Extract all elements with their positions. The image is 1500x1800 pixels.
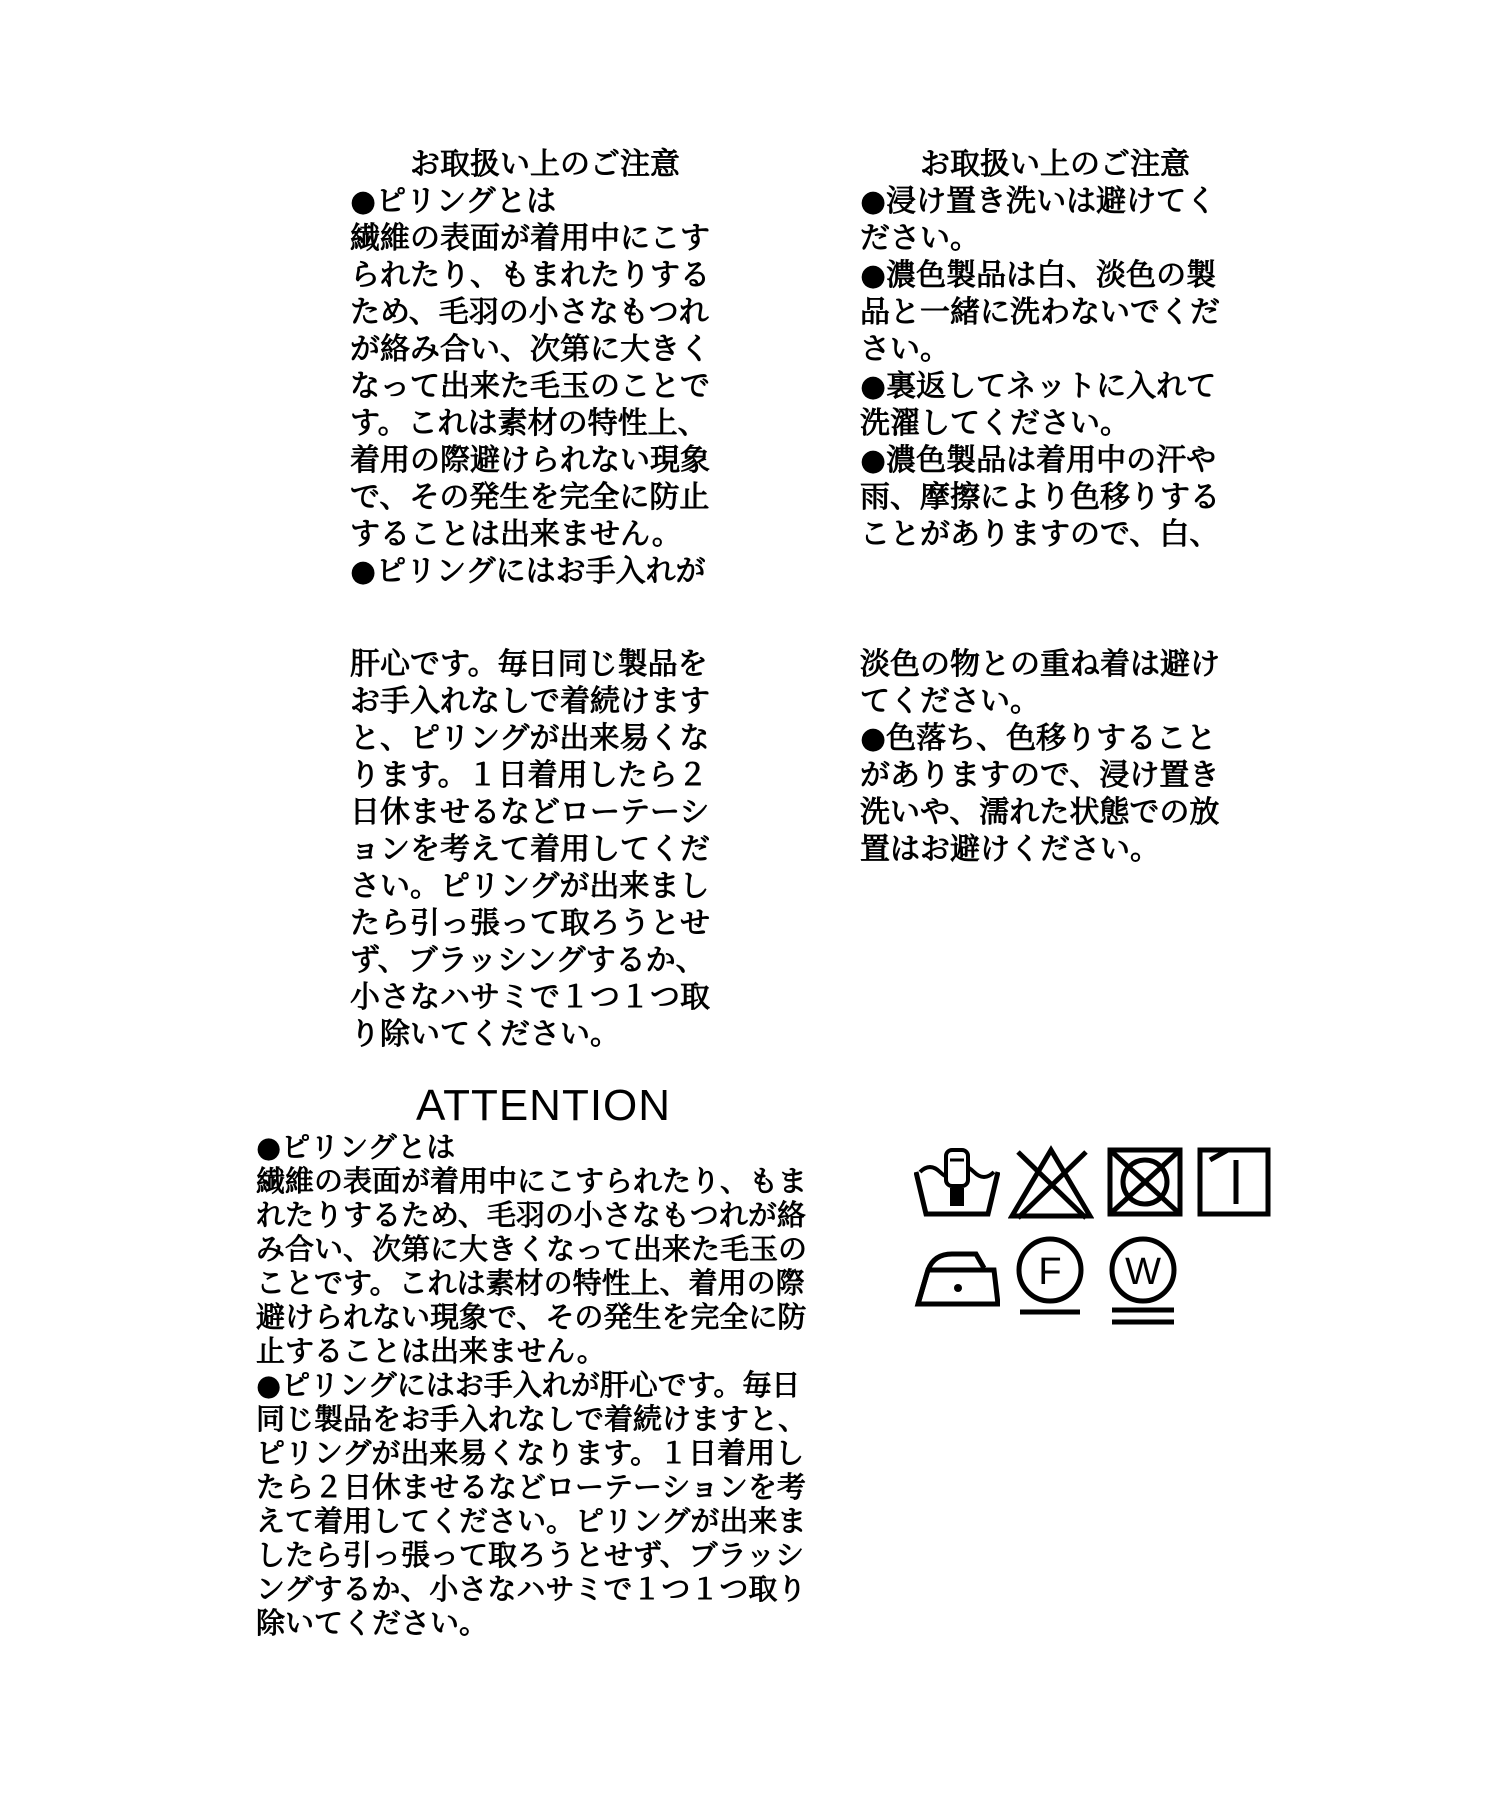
dry-clean-f-icon xyxy=(1014,1234,1086,1318)
dry-clean-letter: F xyxy=(1038,1251,1062,1293)
care-notice-left-top xyxy=(350,146,740,590)
notice-line: ●濃色製品は白、淡色の製 xyxy=(860,258,1217,293)
iron-low-icon xyxy=(914,1240,1000,1312)
care-symbols xyxy=(910,1140,1280,1330)
hand-wash-icon xyxy=(914,1148,1000,1220)
notice-line: なって出来た毛玉のことで xyxy=(350,369,710,404)
notice-line: 日休ませるなどローテーシ xyxy=(350,795,710,830)
notice-line: で、その発生を完全に防止 xyxy=(350,480,710,515)
notice-line: 小さなハサミで１つ１つ取 xyxy=(350,980,710,1015)
no-tumble-dry-icon xyxy=(1106,1146,1184,1218)
notice-line: さい。ピリングが出来まし xyxy=(350,869,710,904)
care-notice-left-mid xyxy=(350,646,740,1053)
attention-body xyxy=(256,1130,836,1640)
notice-line: と、ピリングが出来易くな xyxy=(350,721,710,756)
attention-line: したら引っ張って取ろうとせず、ブラッシ xyxy=(256,1538,805,1572)
attention-line: たら２日休ませるなどローテーションを考 xyxy=(256,1470,806,1504)
attention-line: み合い、次第に大きくなって出来た毛玉の xyxy=(256,1232,808,1266)
notice-line: 雨、摩擦により色移りする xyxy=(860,480,1220,515)
notice-line: ●ピリングとは xyxy=(350,184,557,219)
attention-line: 避けられない現象で、その発生を完全に防 xyxy=(256,1300,807,1334)
notice-line: 置はお避けください。 xyxy=(860,832,1160,867)
notice-line: 淡色の物との重ね着は避け xyxy=(860,647,1220,682)
attention-line: 繊維の表面が着用中にこすられたり、もま xyxy=(256,1164,808,1198)
attention-line: ●ピリングにはお手入れが肝心です。毎日 xyxy=(256,1368,801,1402)
notice-line: 洗濯してください。 xyxy=(860,406,1130,441)
notice-line: お手入れなしで着続けます xyxy=(350,684,710,719)
attention-line: 同じ製品をお手入れなしで着続けますと、 xyxy=(256,1402,808,1436)
attention-line: ●ピリングとは xyxy=(256,1130,456,1164)
care-notice-right-top xyxy=(860,146,1250,553)
attention-line: 止することは出来ません。 xyxy=(256,1334,606,1368)
notice-title: お取扱い上のご注意 xyxy=(920,147,1190,182)
notice-line: す。これは素材の特性上、 xyxy=(350,406,708,441)
notice-line: ず、ブラッシングするか、 xyxy=(350,943,706,978)
notice-line: ●裏返してネットに入れて xyxy=(860,369,1217,404)
notice-line: ●ピリングにはお手入れが xyxy=(350,554,706,589)
notice-line: 肝心です。毎日同じ製品を xyxy=(350,647,708,682)
notice-line: ことがありますので、白、 xyxy=(860,517,1220,552)
attention-title: ATTENTION xyxy=(416,1081,672,1130)
notice-line: 着用の際避けられない現象 xyxy=(350,443,710,478)
notice-line: ●色落ち、色移りすること xyxy=(860,721,1217,756)
notice-line: られたり、もまれたりする xyxy=(350,258,710,293)
wet-clean-w-icon xyxy=(1106,1234,1180,1328)
attention-line: れたりするため、毛羽の小さなもつれが絡 xyxy=(256,1198,806,1232)
notice-line: てください。 xyxy=(860,684,1040,719)
no-bleach-icon xyxy=(1008,1144,1094,1220)
wet-clean-letter: W xyxy=(1125,1251,1161,1293)
notice-line: ださい。 xyxy=(860,221,980,256)
attention-line: ピリングが出来易くなります。１日着用し xyxy=(256,1436,805,1470)
notice-title: お取扱い上のご注意 xyxy=(410,147,680,182)
notice-line: 品と一緒に洗わないでくだ xyxy=(860,295,1220,330)
notice-line: がありますので、浸け置き xyxy=(860,758,1220,793)
notice-line: ため、毛羽の小さなもつれ xyxy=(350,295,709,330)
attention-line: 除いてください。 xyxy=(256,1606,489,1640)
notice-line: 洗いや、濡れた状態での放 xyxy=(860,795,1220,830)
attention-line: ングするか、小さなハサミで１つ１つ取り xyxy=(256,1572,807,1606)
notice-line: り除いてください。 xyxy=(350,1017,620,1052)
line-dry-icon xyxy=(1196,1146,1272,1218)
attention-line: えて着用してください。ピリングが出来ま xyxy=(256,1504,807,1538)
care-notice-right-mid xyxy=(860,646,1250,868)
notice-line: が絡み合い、次第に大きく xyxy=(350,332,710,367)
notice-line: ョンを考えて着用してくだ xyxy=(350,832,710,867)
notice-line: ●濃色製品は着用中の汗や xyxy=(860,443,1217,478)
notice-line: ●浸け置き洗いは避けてく xyxy=(860,184,1217,219)
notice-line: ります。１日着用したら２ xyxy=(350,758,708,793)
notice-line: することは出来ません。 xyxy=(350,517,682,552)
attention-line: ことです。これは素材の特性上、着用の際 xyxy=(256,1266,805,1300)
notice-line: 繊維の表面が着用中にこす xyxy=(350,221,710,256)
notice-line: さい。 xyxy=(860,332,950,367)
notice-line: たら引っ張って取ろうとせ xyxy=(350,906,710,941)
